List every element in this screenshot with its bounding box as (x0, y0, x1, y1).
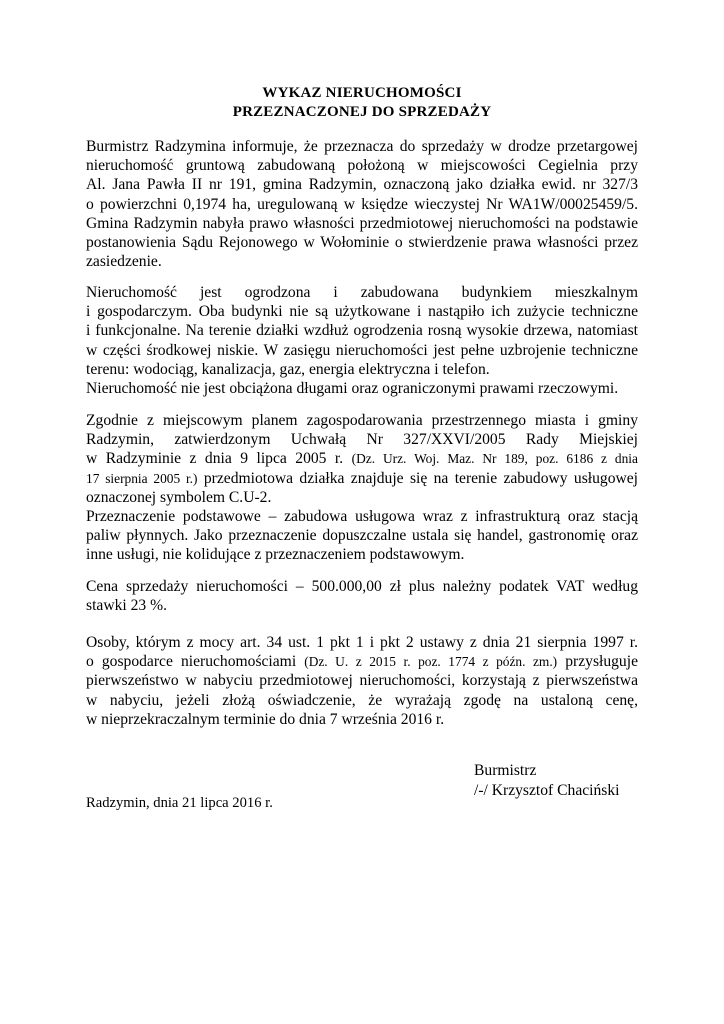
text-line (86, 469, 638, 488)
paragraph-property-condition (86, 283, 638, 398)
text-line: oznaczonej symbolem C.U-2. (86, 488, 272, 506)
paragraph-zoning-plan (86, 411, 638, 565)
text-line: postanowienia Sądu Rejonowego w Wołominie o stwierdzenie prawa własności przez (86, 234, 638, 252)
text-line: Przeznaczenie podstawowe – zabudowa usługowa wraz z infrastrukturą oraz stacją (86, 508, 638, 526)
legal-reference: 17 sierpnia 2005 r.) (86, 470, 198, 486)
text-segment: przedmiotowa działka znajduje się na terenie zabudowy usługowej (203, 469, 639, 487)
text-line: o powierzchni 0,1974 ha, uregulowaną w księdze wieczystej Nr WA1W/00025459/5. (86, 195, 638, 213)
text-line: Osoby, którym z mocy art. 34 ust. 1 pkt 1 i pkt 2 ustawy z dnia 21 sierpnia 1997 r. (86, 634, 638, 651)
text-line: inne usługi, nie kolidujące z przeznaczeniem podstawowym. (86, 546, 465, 564)
text-line: w nabyciu, jeżeli złożą oświadczenie, że wyrażają zgodę na ustaloną cenę, (86, 691, 638, 709)
text-line: nieruchomość gruntową zabudowaną położoną w miejscowości Cegielnia przy (86, 157, 638, 175)
text-line: Gmina Radzymin nabyła prawo własności przedmiotowej nieruchomości na podstawie (86, 214, 638, 232)
text-line: i gospodarczym. Oba budynki nie są użytkowane i nastąpiło ich zużycie techniczne (86, 303, 638, 321)
text-line (86, 449, 638, 468)
document-title-line2: PRZEZNACZONEJ DO SPRZEDAŻY (232, 104, 492, 120)
signature-block (474, 761, 620, 800)
text-line: Radzymin, zatwierdzonym Uchwałą Nr 327/XXVI/2005 Rady Miejskiej (86, 431, 638, 449)
text-line (86, 652, 638, 671)
legal-reference: (Dz. U. z 2015 r. poz. 1774 z późn. zm.) (304, 654, 558, 670)
text-line: terenu: wodociąg, kanalizacja, gaz, energia elektryczna i telefon. (86, 360, 490, 378)
text-line: Zgodnie z miejscowym planem zagospodarowania przestrzennego miasta i gminy (86, 412, 638, 429)
signatory-name: /-/ Krzysztof Chaciński (474, 781, 620, 799)
text-line: i funkcjonalne. Na terenie działki wzdłuż ogrodzenia rosną wysokie drzewa, natomiast (86, 322, 638, 340)
text-line: zasiedzenie. (86, 253, 162, 271)
text-line: w części środkowej niskie. W zasięgu nieruchomości jest pełne uzbrojenie techniczne (86, 341, 638, 359)
text-line: pierwszeństwo w nabyciu przedmiotowej nieruchomości, korzystają z pierwszeństwa (86, 672, 638, 690)
text-line: Nieruchomość jest ogrodzona i zabudowana budynkiem mieszkalnym (86, 284, 638, 301)
paragraph-property-description (86, 137, 638, 271)
text-line: Cena sprzedaży nieruchomości – 500.000,00 zł plus należny podatek VAT według (86, 578, 638, 595)
text-segment: w Radzyminie z dnia 9 lipca 2005 r. (86, 450, 344, 468)
text-line: Burmistrz Radzymina informuje, że przeznacza do sprzedaży w drodze przetargowej (86, 138, 638, 155)
text-line: Nieruchomość nie jest obciążona długami oraz ograniczonymi prawami rzeczowymi. (86, 380, 619, 398)
text-segment: przysługuje (565, 653, 638, 671)
place-and-date: Radzymin, dnia 21 lipca 2016 r. (86, 795, 273, 811)
text-line: w nieprzekraczalnym terminie do dnia 7 września 2016 r. (86, 710, 445, 728)
text-line: paliw płynnych. Jako przeznaczenie dopuszczalne ustala się handel, gastronomię oraz (86, 527, 638, 545)
paragraph-priority-rights (86, 633, 638, 729)
text-line: stawki 23 %. (86, 597, 167, 615)
signatory-role: Burmistrz (474, 762, 537, 779)
paragraph-price (86, 577, 638, 615)
text-line: Al. Jana Pawła II nr 191, gmina Radzymin, oznaczoną jako działka ewid. nr 327/3 (86, 176, 638, 194)
document-title-line1: WYKAZ NIERUCHOMOŚCI (262, 85, 462, 101)
text-segment: o gospodarce nieruchomościami (86, 653, 297, 671)
legal-reference: (Dz. Urz. Woj. Maz. Nr 189, poz. 6186 z dnia (351, 451, 638, 467)
